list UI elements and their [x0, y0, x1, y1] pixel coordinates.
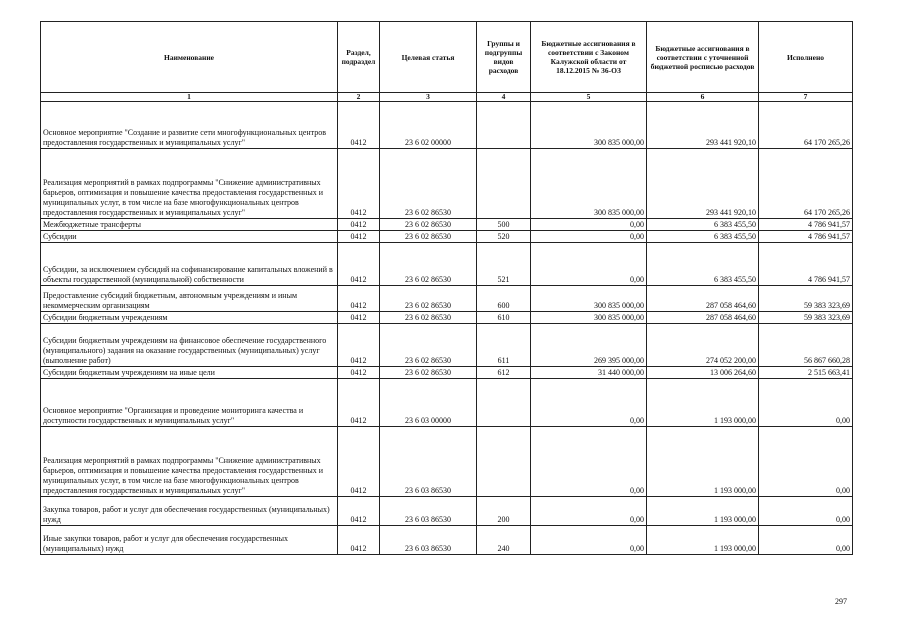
- table-row: [41, 379, 853, 427]
- row-executed: 4 786 941,57: [759, 231, 853, 243]
- row-group: 520: [477, 231, 531, 243]
- row-section: 0412: [338, 243, 380, 286]
- row-group: [477, 149, 531, 219]
- table-row: [41, 497, 853, 526]
- table-row: [41, 367, 853, 379]
- row-group: 500: [477, 219, 531, 231]
- row-executed: 64 170 265,26: [759, 102, 853, 149]
- row-budget-refined: 287 058 464,60: [647, 286, 759, 312]
- row-name: Предоставление субсидий бюджетным, автономным учреждениям и иным некоммерческим организациям: [41, 286, 338, 312]
- row-target: 23 6 03 00000: [380, 379, 477, 427]
- row-target: 23 6 02 86530: [380, 286, 477, 312]
- row-budget-law: 0,00: [531, 243, 647, 286]
- row-group: [477, 102, 531, 149]
- row-budget-law: 0,00: [531, 526, 647, 555]
- row-section: 0412: [338, 379, 380, 427]
- row-budget-refined: 1 193 000,00: [647, 427, 759, 497]
- row-section: 0412: [338, 231, 380, 243]
- row-group: 611: [477, 324, 531, 367]
- row-name: Субсидии, за исключением субсидий на софинансирование капитальных вложений в объекты государственной (муниципальной) собственности: [41, 243, 338, 286]
- row-budget-refined: 1 193 000,00: [647, 526, 759, 555]
- table-row: [41, 149, 853, 219]
- row-section: 0412: [338, 312, 380, 324]
- col-number: 5: [531, 93, 647, 102]
- row-group: [477, 379, 531, 427]
- row-budget-law: 31 440 000,00: [531, 367, 647, 379]
- col-number: 7: [759, 93, 853, 102]
- row-group: 610: [477, 312, 531, 324]
- col-number: 6: [647, 93, 759, 102]
- row-group: 200: [477, 497, 531, 526]
- table-row: [41, 427, 853, 497]
- header-row: [41, 22, 853, 93]
- row-budget-law: 300 835 000,00: [531, 102, 647, 149]
- row-budget-law: 0,00: [531, 497, 647, 526]
- row-name: Иные закупки товаров, работ и услуг для обеспечения государственных (муниципальных) нужд: [41, 526, 338, 555]
- column-number-row: [41, 93, 853, 102]
- row-target: 23 6 02 86530: [380, 312, 477, 324]
- col-number: 2: [338, 93, 380, 102]
- row-name: Реализация мероприятий в рамках подпрограммы "Снижение административных барьеров, оптимизация и повышение качества предоставления государственных и муниципальных услуг, в том числе на базе многофункциональных центров предоставления государственных и муниципальных услуг": [41, 427, 338, 497]
- col-header-budget-refined: Бюджетные ассигнования в соответствии с уточненной бюджетной росписью расходов: [647, 22, 759, 93]
- row-section: 0412: [338, 286, 380, 312]
- row-name: Субсидии бюджетным учреждениям на иные цели: [41, 367, 338, 379]
- table-row: [41, 219, 853, 231]
- row-name: Основное мероприятие "Создание и развитие сети многофункциональных центров предоставления государственных и муниципальных услуг": [41, 102, 338, 149]
- table-row: [41, 286, 853, 312]
- row-budget-law: 300 835 000,00: [531, 149, 647, 219]
- row-section: 0412: [338, 219, 380, 231]
- row-section: 0412: [338, 324, 380, 367]
- row-target: 23 6 03 86530: [380, 526, 477, 555]
- row-executed: 4 786 941,57: [759, 243, 853, 286]
- row-group: 612: [477, 367, 531, 379]
- row-name: Субсидии: [41, 231, 338, 243]
- col-header-groups: Группы и подгруппы видов расходов: [477, 22, 531, 93]
- row-executed: 0,00: [759, 379, 853, 427]
- row-section: 0412: [338, 427, 380, 497]
- row-target: 23 6 02 86530: [380, 243, 477, 286]
- row-target: 23 6 02 86530: [380, 149, 477, 219]
- col-header-section: Раздел, подраздел: [338, 22, 380, 93]
- row-budget-law: 300 835 000,00: [531, 312, 647, 324]
- col-header-name: Наименование: [41, 22, 338, 93]
- row-name: Субсидии бюджетным учреждениям: [41, 312, 338, 324]
- row-target: 23 6 02 86530: [380, 219, 477, 231]
- row-budget-refined: 6 383 455,50: [647, 219, 759, 231]
- row-name: Субсидии бюджетным учреждениям на финансовое обеспечение государственного (муниципального) задания на оказание государственных (муниципальных) услуг (выполнение работ): [41, 324, 338, 367]
- row-budget-refined: 293 441 920,10: [647, 149, 759, 219]
- col-header-target: Целевая статья: [380, 22, 477, 93]
- table-row: [41, 324, 853, 367]
- row-executed: 59 383 323,69: [759, 312, 853, 324]
- col-number: 3: [380, 93, 477, 102]
- row-budget-refined: 293 441 920,10: [647, 102, 759, 149]
- row-name: Межбюджетные трансферты: [41, 219, 338, 231]
- row-budget-law: 0,00: [531, 219, 647, 231]
- row-budget-refined: 1 193 000,00: [647, 379, 759, 427]
- col-header-budget-law: Бюджетные ассигнования в соответствии с Законом Калужской области от 18.12.2015 № 36-ОЗ: [531, 22, 647, 93]
- row-target: 23 6 02 86530: [380, 367, 477, 379]
- row-budget-refined: 274 052 200,00: [647, 324, 759, 367]
- row-budget-law: 0,00: [531, 427, 647, 497]
- row-executed: 0,00: [759, 526, 853, 555]
- row-target: 23 6 03 86530: [380, 427, 477, 497]
- row-target: 23 6 02 86530: [380, 324, 477, 367]
- row-budget-law: 0,00: [531, 231, 647, 243]
- row-name: Реализация мероприятий в рамках подпрограммы "Снижение административных барьеров, оптимизация и повышение качества предоставления государственных и муниципальных услуг, в том числе на базе многофункциональных центров предоставления государственных и муниципальных услуг": [41, 149, 338, 219]
- row-section: 0412: [338, 497, 380, 526]
- row-budget-refined: 13 006 264,60: [647, 367, 759, 379]
- table-row: [41, 312, 853, 324]
- col-header-executed: Исполнено: [759, 22, 853, 93]
- row-executed: 64 170 265,26: [759, 149, 853, 219]
- page-number: 297: [835, 597, 847, 606]
- row-executed: 0,00: [759, 427, 853, 497]
- row-section: 0412: [338, 102, 380, 149]
- row-executed: 4 786 941,57: [759, 219, 853, 231]
- row-budget-refined: 1 193 000,00: [647, 497, 759, 526]
- table-row: [41, 526, 853, 555]
- col-number: 4: [477, 93, 531, 102]
- row-executed: 0,00: [759, 497, 853, 526]
- row-budget-refined: 6 383 455,50: [647, 243, 759, 286]
- row-budget-law: 269 395 000,00: [531, 324, 647, 367]
- budget-table: [40, 21, 853, 555]
- row-budget-law: 0,00: [531, 379, 647, 427]
- budget-table-container: [40, 21, 852, 555]
- row-name: Основное мероприятие "Организация и проведение мониторинга качества и доступности государственных и муниципальных услуг": [41, 379, 338, 427]
- row-group: 521: [477, 243, 531, 286]
- row-target: 23 6 02 00000: [380, 102, 477, 149]
- table-row: [41, 102, 853, 149]
- row-executed: 2 515 663,41: [759, 367, 853, 379]
- row-target: 23 6 03 86530: [380, 497, 477, 526]
- row-group: [477, 427, 531, 497]
- row-name: Закупка товаров, работ и услуг для обеспечения государственных (муниципальных) нужд: [41, 497, 338, 526]
- row-budget-law: 300 835 000,00: [531, 286, 647, 312]
- table-row: [41, 231, 853, 243]
- row-group: 600: [477, 286, 531, 312]
- row-budget-refined: 287 058 464,60: [647, 312, 759, 324]
- row-section: 0412: [338, 367, 380, 379]
- row-section: 0412: [338, 149, 380, 219]
- col-number: 1: [41, 93, 338, 102]
- row-executed: 59 383 323,69: [759, 286, 853, 312]
- row-target: 23 6 02 86530: [380, 231, 477, 243]
- table-row: [41, 243, 853, 286]
- row-budget-refined: 6 383 455,50: [647, 231, 759, 243]
- row-group: 240: [477, 526, 531, 555]
- row-section: 0412: [338, 526, 380, 555]
- row-executed: 56 867 660,28: [759, 324, 853, 367]
